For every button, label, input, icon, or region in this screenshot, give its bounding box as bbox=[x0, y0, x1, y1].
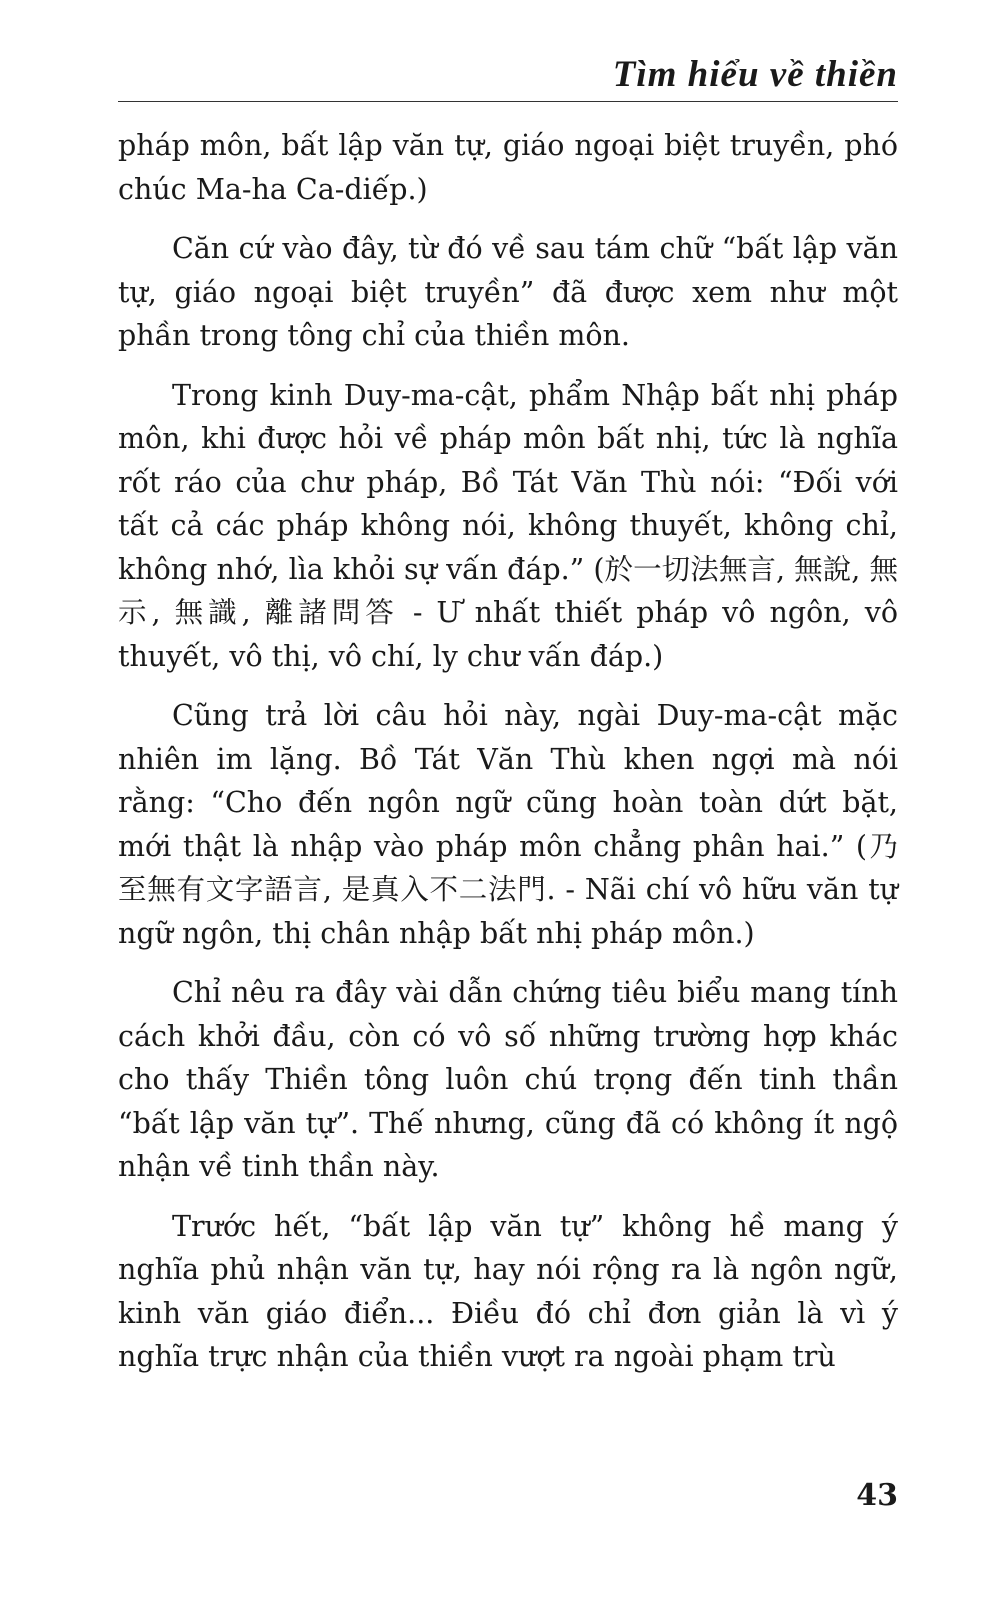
running-header-title: Tìm hiểu về thiền bbox=[612, 54, 898, 95]
paragraph-4: Cũng trả lời câu hỏi này, ngài Duy-ma-cật mặc nhiên im lặng. Bồ Tát Văn Thù khen ngợi mà nói rằng: “Cho đến ngôn ngữ cũng hoàn toàn dứt bặt, mới thật là nhập vào pháp môn chẳng phân hai.” (乃至無有文字語言, 是真入不二法門. - Nãi chí vô hữu văn tự ngữ ngôn, thị chân nhập bất nhị pháp môn.) bbox=[118, 699, 898, 950]
header-divider bbox=[118, 101, 898, 102]
page-body bbox=[118, 124, 898, 1395]
paragraph-2: Căn cứ vào đây, từ đó về sau tám chữ “bất lập văn tự, giáo ngoại biệt truyền” đã được xem như một phần trong tông chỉ của thiền môn. bbox=[118, 232, 898, 352]
paragraph-5: Chỉ nêu ra đây vài dẫn chứng tiêu biểu mang tính cách khởi đầu, còn có vô số những trường hợp khác cho thấy Thiền tông luôn chú trọng đến tinh thần “bất lập văn tự”. Thế nhưng, cũng đã có không ít ngộ nhận về tinh thần này. bbox=[118, 976, 898, 1183]
paragraph-6: Trước hết, “bất lập văn tự” không hề mang ý nghĩa phủ nhận văn tự, hay nói rộng ra là ngôn ngữ, kinh văn giáo điển... Điều đó chỉ đơn giản là vì ý nghĩa trực nhận của thiền vượt ra ngoài phạm trù bbox=[118, 1209, 898, 1373]
paragraph-1: pháp môn, bất lập văn tự, giáo ngoại biệt truyền, phó chúc Ma-ha Ca-diếp.) bbox=[118, 129, 898, 206]
paragraph-3: Trong kinh Duy-ma-cật, phẩm Nhập bất nhị pháp môn, khi được hỏi về pháp môn bất nhị, tức là nghĩa rốt ráo của chư pháp, Bồ Tát Văn Thù nói: “Đối với tất cả các pháp không nói, không thuyết, không chỉ, không nhớ, lìa khỏi sự vấn đáp.” (於一切法無言, 無說, 無示, 無識, 離諸問答 - Ư nhất thiết pháp vô ngôn, vô thuyết, vô thị, vô chí, ly chư vấn đáp.) bbox=[118, 378, 898, 673]
page-number: 43 bbox=[856, 1478, 898, 1513]
